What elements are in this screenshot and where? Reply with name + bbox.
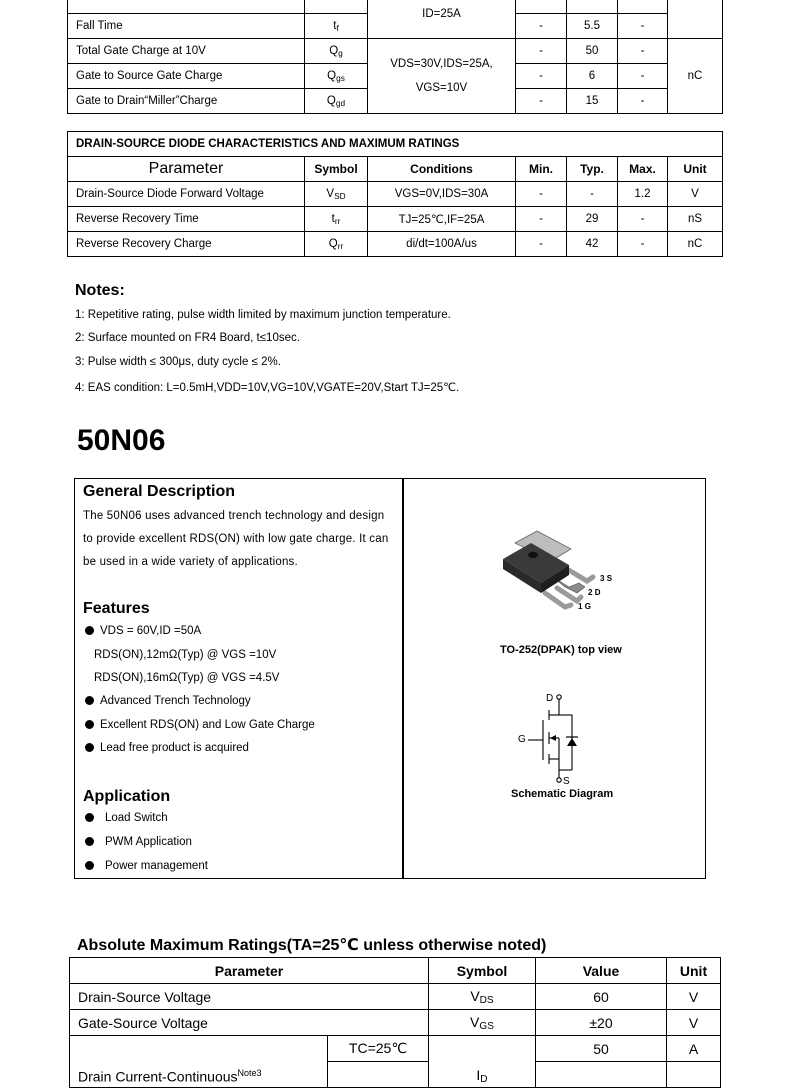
- bullet-icon: [85, 837, 94, 846]
- bullet-icon: [85, 696, 94, 705]
- conditions-cell: VGS=0V,IDS=30A: [368, 182, 516, 207]
- switching-characteristics-table: [67, 0, 723, 114]
- unit-cell: nC: [668, 232, 723, 257]
- package-caption: TO-252(DPAK) top view: [500, 644, 622, 656]
- feature-item: RDS(ON),16mΩ(Typ) @ VGS =4.5V: [94, 672, 280, 684]
- notes-title: Notes:: [75, 282, 125, 299]
- note-item: 1: Repetitive rating, pulse width limited by maximum junction temperature.: [75, 309, 451, 321]
- min-cell: -: [516, 14, 567, 39]
- symbol-cell: $Q_{rr}$: [305, 232, 368, 257]
- header-typ: Typ.: [567, 157, 618, 182]
- max-cell: -: [618, 89, 668, 114]
- min-cell: -: [516, 207, 567, 232]
- diode-characteristics-table: [67, 131, 723, 257]
- feature-item: RDS(ON),12mΩ(Typ) @ VGS =10V: [94, 649, 277, 661]
- unit-cell: nS: [668, 207, 723, 232]
- typ-cell: 42: [567, 232, 618, 257]
- table-header-row: [70, 958, 721, 984]
- schematic-label-d: D: [546, 693, 554, 704]
- table-caption-row: [68, 132, 723, 157]
- header-parameter: Parameter: [70, 958, 429, 984]
- pin-label: 2 D: [588, 588, 601, 597]
- unit-cell: nC: [668, 39, 723, 114]
- symbol-cell: $Q_{gd}$: [305, 89, 368, 114]
- param-cell: Drain-Source Diode Forward Voltage: [68, 182, 305, 207]
- min-cell: -: [516, 39, 567, 64]
- table-row: [68, 0, 723, 14]
- schematic-caption: Schematic Diagram: [511, 788, 614, 800]
- part-number-title: 50N06: [77, 424, 166, 457]
- param-cell: Fall Time: [68, 14, 305, 39]
- min-cell: -: [516, 182, 567, 207]
- table-row: [68, 39, 723, 64]
- application-item: PWM Application: [85, 836, 192, 848]
- features-title: Features: [83, 600, 150, 617]
- param-cell: Reverse Recovery Charge: [68, 232, 305, 257]
- unit-cell: V: [668, 182, 723, 207]
- general-description-text: The 50N06 uses advanced trench technology and design to provide excellent RDS(ON) with low gate charge. It can be used in a wide variety of applications.: [83, 510, 389, 568]
- note-item: 3: Pulse width ≤ 300μs, duty cycle ≤ 2%.: [75, 356, 281, 368]
- value-cell: 60: [536, 984, 667, 1010]
- table-row: [70, 984, 721, 1010]
- max-cell: -: [618, 64, 668, 89]
- bullet-icon: [85, 861, 94, 870]
- general-description-title: General Description: [83, 483, 236, 500]
- table-row: [68, 232, 723, 257]
- table-row: [70, 1036, 721, 1062]
- table-header-row: [68, 157, 723, 182]
- typ-cell: 6: [567, 64, 618, 89]
- dpak-package-image: [495, 525, 625, 620]
- note-item: 4: EAS condition: L=0.5mH,VDD=10V,VG=10V,VGATE=20V,Start TJ=25℃.: [75, 382, 460, 394]
- conditions-cell: VDS=30V,IDS=25A, VGS=10V: [368, 39, 516, 114]
- param-cell: Drain Current-Continuous$^{Note3}$: [70, 1036, 328, 1088]
- max-cell: 1.2: [618, 182, 668, 207]
- feature-item: Lead free product is acquired: [85, 742, 249, 754]
- param-cell: Gate to Source Gate Charge: [68, 64, 305, 89]
- header-value: Value: [536, 958, 667, 984]
- header-symbol: Symbol: [429, 958, 536, 984]
- feature-item: Advanced Trench Technology: [85, 695, 251, 707]
- unit-cell: V: [667, 1010, 721, 1036]
- table-row: [68, 182, 723, 207]
- mosfet-schematic-icon: [516, 692, 586, 790]
- symbol-cell: $Q_{gs}$: [305, 64, 368, 89]
- application-title: Application: [83, 788, 171, 805]
- table-caption: DRAIN-SOURCE DIODE CHARACTERISTICS AND MAXIMUM RATINGS: [68, 132, 723, 157]
- absolute-maximum-ratings-table: [69, 957, 721, 1088]
- header-max: Max.: [618, 157, 668, 182]
- application-item: Load Switch: [85, 812, 168, 824]
- condition-cell: TC=25℃: [328, 1036, 429, 1062]
- feature-item: Excellent RDS(ON) and Low Gate Charge: [85, 719, 315, 731]
- typ-cell: 5.5: [567, 14, 618, 39]
- value-cell: ±20: [536, 1010, 667, 1036]
- symbol-cell: $V_{SD}$: [305, 182, 368, 207]
- symbol-cell: $t_f$: [305, 14, 368, 39]
- max-cell: -: [618, 232, 668, 257]
- application-item: Power management: [85, 860, 208, 872]
- unit-cell: A: [667, 1036, 721, 1062]
- symbol-cell: $I_D$: [429, 1036, 536, 1088]
- schematic-label-g: G: [518, 734, 526, 745]
- header-parameter: Parameter: [68, 157, 305, 182]
- typ-cell: 15: [567, 89, 618, 114]
- abs-max-title: Absolute Maximum Ratings(TA=25℃ unless otherwise noted): [77, 937, 547, 954]
- header-unit: Unit: [668, 157, 723, 182]
- conditions-cell: TJ=25℃,IF=25A: [368, 207, 516, 232]
- header-conditions: Conditions: [368, 157, 516, 182]
- unit-cell: V: [667, 984, 721, 1010]
- symbol-cell: $Q_g$: [305, 39, 368, 64]
- box-divider: [402, 478, 404, 879]
- min-cell: -: [516, 64, 567, 89]
- param-cell: Gate-Source Voltage: [70, 1010, 429, 1036]
- param-cell: Drain-Source Voltage: [70, 984, 429, 1010]
- conditions-cell: di/dt=100A/us: [368, 232, 516, 257]
- symbol-cell: $V_{GS}$: [429, 1010, 536, 1036]
- bullet-icon: [85, 720, 94, 729]
- typ-cell: 50: [567, 39, 618, 64]
- symbol-cell: $V_{DS}$: [429, 984, 536, 1010]
- value-cell: 50: [536, 1036, 667, 1062]
- bullet-icon: [85, 626, 94, 635]
- bullet-icon: [85, 813, 94, 822]
- note-item: 2: Surface mounted on FR4 Board, t≤10sec.: [75, 332, 300, 344]
- symbol-cell: $t_{rr}$: [305, 207, 368, 232]
- typ-cell: -: [567, 182, 618, 207]
- bullet-icon: [85, 743, 94, 752]
- min-cell: -: [516, 89, 567, 114]
- max-cell: -: [618, 14, 668, 39]
- table-row: [70, 1010, 721, 1036]
- param-cell: Reverse Recovery Time: [68, 207, 305, 232]
- max-cell: -: [618, 39, 668, 64]
- param-cell: Gate to Drain“Miller”Charge: [68, 89, 305, 114]
- pin-label: 1 G: [578, 602, 591, 611]
- pin-label: 3 S: [600, 574, 613, 583]
- schematic-label-s: S: [563, 776, 570, 787]
- feature-item: VDS = 60V,ID =50A: [85, 625, 201, 637]
- header-min: Min.: [516, 157, 567, 182]
- param-cell: Total Gate Charge at 10V: [68, 39, 305, 64]
- header-unit: Unit: [667, 958, 721, 984]
- table-row: [68, 207, 723, 232]
- conditions-cell: ID=25A: [368, 0, 516, 39]
- header-symbol: Symbol: [305, 157, 368, 182]
- min-cell: -: [516, 232, 567, 257]
- max-cell: -: [618, 207, 668, 232]
- typ-cell: 29: [567, 207, 618, 232]
